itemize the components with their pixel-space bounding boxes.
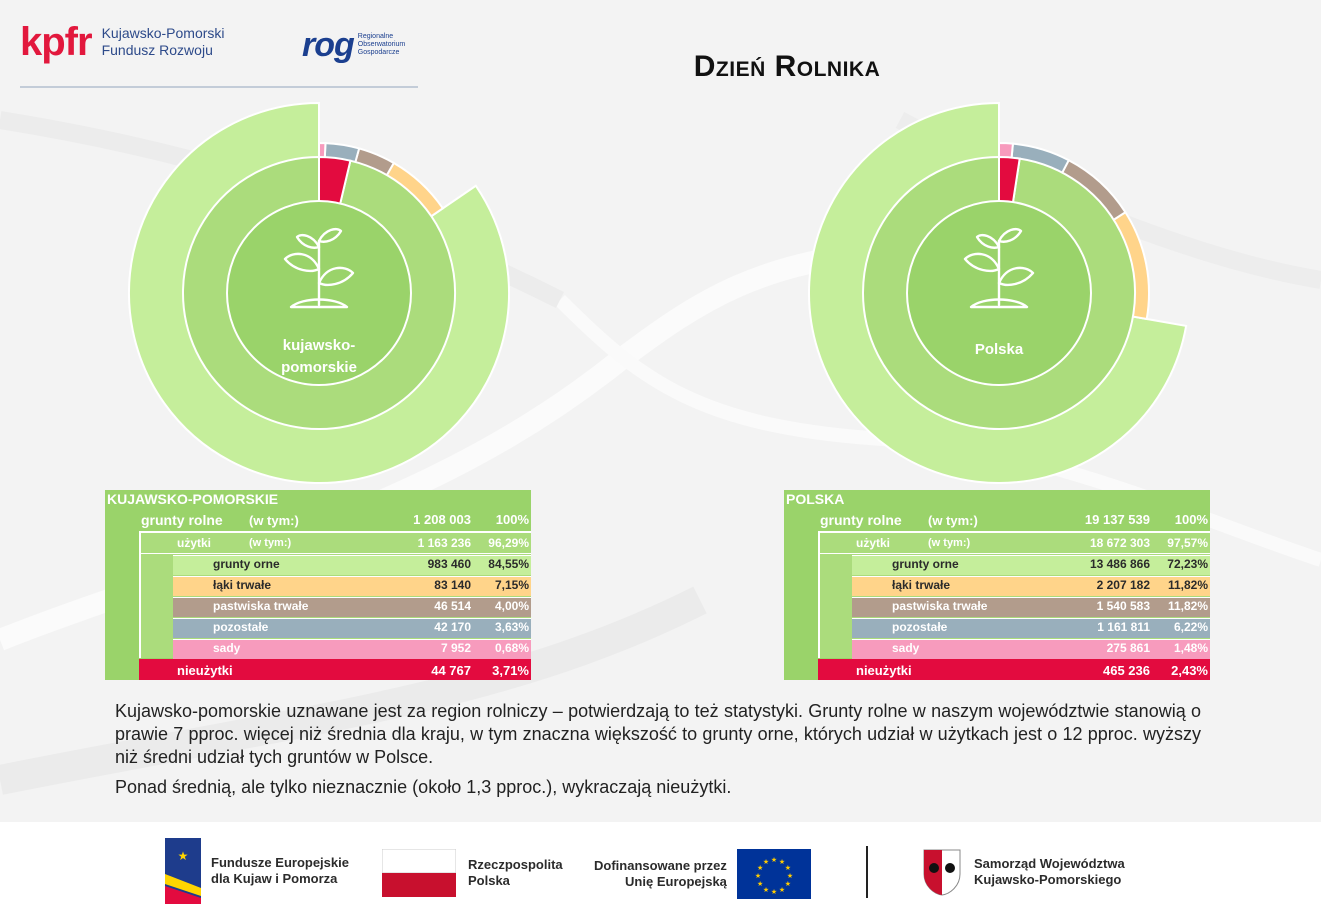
rp-line2: Polska — [468, 873, 510, 888]
page-title: Dzień Rolnika — [693, 50, 881, 83]
row-label: łąki trwałe — [892, 578, 951, 592]
kpfr-name-line1: Kujawsko-Pomorski — [101, 25, 225, 41]
center-label-line1: kujawsko- — [282, 337, 356, 354]
eu-star: ★ — [786, 872, 794, 880]
table-region: KUJAWSKO-POMORSKIE — [107, 491, 279, 507]
sw-line2: Kujawsko-Pomorskiego — [974, 872, 1122, 887]
row-pct: 0,68% — [494, 641, 529, 655]
uzytki-label: użytki — [856, 536, 891, 550]
total-w-tym: (w tym:) — [928, 513, 978, 528]
kpfr-wordmark: kpfr — [20, 20, 92, 64]
uzytki-label: użytki — [177, 536, 212, 550]
nieuzytki-value: 44 767 — [431, 663, 471, 678]
eu-star: ★ — [762, 885, 770, 894]
table-region: POLSKA — [786, 491, 845, 507]
footer-divider — [866, 846, 868, 898]
center-label: Polska — [974, 341, 1024, 358]
nieuzytki-pct: 3,71% — [492, 663, 529, 678]
row-pct: 84,55% — [488, 557, 529, 571]
eu-star: ★ — [778, 858, 786, 867]
rog-logo — [302, 28, 405, 62]
row-label: grunty orne — [892, 557, 959, 571]
polish-flag-icon — [382, 849, 456, 897]
eu-star: ★ — [756, 880, 764, 888]
uzytki-pct: 96,29% — [488, 536, 529, 550]
description-paragraph-1: Kujawsko-pomorskie uznawane jest za region rolniczy – potwierdzają to też statystyki. Grunty rolne w naszym województwie stanowią o prawie 7 pproc. więcej niż średnia dla kraju, w tym znaczna większość to grunty orne, których udział w użytkach jest o 12 pproc. wyższy niż średni udział tych gruntów w Polsce. — [115, 701, 1201, 767]
uzytki-w-tym: (w tym:) — [928, 537, 971, 549]
fe-line2: dla Kujaw i Pomorza — [211, 871, 338, 886]
eu-star: ★ — [784, 864, 791, 872]
row-pct: 1,48% — [1173, 641, 1208, 655]
rp-line1: Rzeczpospolita — [468, 857, 563, 872]
nieuzytki-label: nieużytki — [856, 663, 912, 678]
eu-star: ★ — [756, 864, 764, 872]
row-value: 42 170 — [434, 620, 471, 634]
uzytki-value: 18 672 303 — [1089, 536, 1150, 550]
samorzad-logo — [922, 848, 1125, 896]
eu-star: ★ — [778, 885, 786, 894]
nieuzytki-value: 465 236 — [1103, 663, 1150, 678]
row-label: sady — [213, 641, 241, 655]
kpfr-logo — [20, 22, 225, 62]
row-value: 2 207 182 — [1096, 578, 1150, 592]
svg-text:★: ★ — [177, 849, 189, 863]
row-value: 1 540 583 — [1096, 599, 1150, 613]
row-label: pozostałe — [892, 620, 948, 634]
eu-star: ★ — [784, 880, 791, 888]
row-pct: 4,00% — [494, 599, 529, 613]
data-table-polska — [784, 490, 1210, 680]
uzytki-w-tym: (w tym:) — [249, 537, 292, 549]
row-value: 83 140 — [434, 578, 471, 592]
eu-flag-icon — [737, 849, 811, 899]
row-value: 1 161 811 — [1097, 620, 1150, 634]
description-paragraph-2: Ponad średnią, ale tylko nieznacznie (około 1,3 pproc.), wykraczają nieużytki. — [115, 777, 732, 797]
eu-star: ★ — [762, 858, 770, 867]
row-label: grunty orne — [213, 557, 280, 571]
rog-name-line2: Obserwatorium — [357, 41, 406, 48]
eu-star: ★ — [770, 888, 778, 896]
row-pct: 72,23% — [1167, 557, 1208, 571]
row-label: pozostałe — [213, 620, 269, 634]
row-value: 275 861 — [1106, 641, 1150, 655]
rog-name-line1: Regionalne — [357, 33, 394, 40]
nieuzytki-pct: 2,43% — [1171, 663, 1208, 678]
description-text — [115, 700, 1201, 806]
row-label: łąki trwałe — [213, 578, 272, 592]
eu-line1: Dofinansowane przez — [594, 858, 727, 873]
fundusze-europejskie-icon — [165, 838, 201, 904]
kpfr-name-line2: Fundusz Rozwoju — [101, 42, 213, 58]
uzytki-value: 1 163 236 — [417, 536, 471, 550]
total-pct: 100% — [1174, 512, 1208, 527]
uzytki-pct: 97,57% — [1167, 536, 1208, 550]
total-value: 19 137 539 — [1084, 512, 1150, 527]
row-pct: 11,82% — [1167, 599, 1208, 613]
eu-funding-logo — [594, 849, 811, 899]
row-value: 983 460 — [427, 557, 471, 571]
row-value: 46 514 — [434, 599, 471, 613]
row-pct: 6,22% — [1173, 620, 1208, 634]
total-label: grunty rolne — [141, 512, 223, 528]
eu-star: ★ — [770, 856, 778, 864]
uzytki-divider — [141, 553, 531, 554]
eu-star: ★ — [754, 872, 762, 880]
donut-chart-kujawsko-pomorskie — [128, 102, 510, 484]
fe-line1: Fundusze Europejskie — [211, 855, 349, 870]
coat-of-arms-icon — [922, 848, 962, 896]
sw-line1: Samorząd Województwa — [974, 856, 1125, 871]
rzeczpospolita-logo — [382, 849, 563, 897]
row-pct: 7,15% — [494, 578, 529, 592]
rog-name-line3: Gospodarcze — [357, 49, 400, 56]
rog-wordmark: rog — [302, 26, 354, 64]
donut-chart-polska — [808, 102, 1190, 484]
uzytki-divider — [820, 553, 1210, 554]
row-label: pastwiska trwałe — [892, 599, 988, 613]
header-divider — [20, 86, 418, 88]
center-label-line2: pomorskie — [281, 359, 357, 376]
total-w-tym: (w tym:) — [249, 513, 299, 528]
fundusze-europejskie-logo — [165, 838, 349, 904]
total-pct: 100% — [495, 512, 529, 527]
total-label: grunty rolne — [820, 512, 902, 528]
data-table-kujawsko-pomorskie — [105, 490, 531, 680]
row-value: 7 952 — [440, 641, 471, 655]
row-pct: 3,63% — [494, 620, 529, 634]
row-value: 13 486 866 — [1089, 557, 1150, 571]
footer-logos-bar — [0, 822, 1321, 915]
eu-line2: Unię Europejską — [625, 874, 727, 889]
row-label: pastwiska trwałe — [213, 599, 309, 613]
row-label: sady — [892, 641, 920, 655]
total-value: 1 208 003 — [413, 512, 471, 527]
row-pct: 11,82% — [1167, 578, 1208, 592]
nieuzytki-label: nieużytki — [177, 663, 233, 678]
